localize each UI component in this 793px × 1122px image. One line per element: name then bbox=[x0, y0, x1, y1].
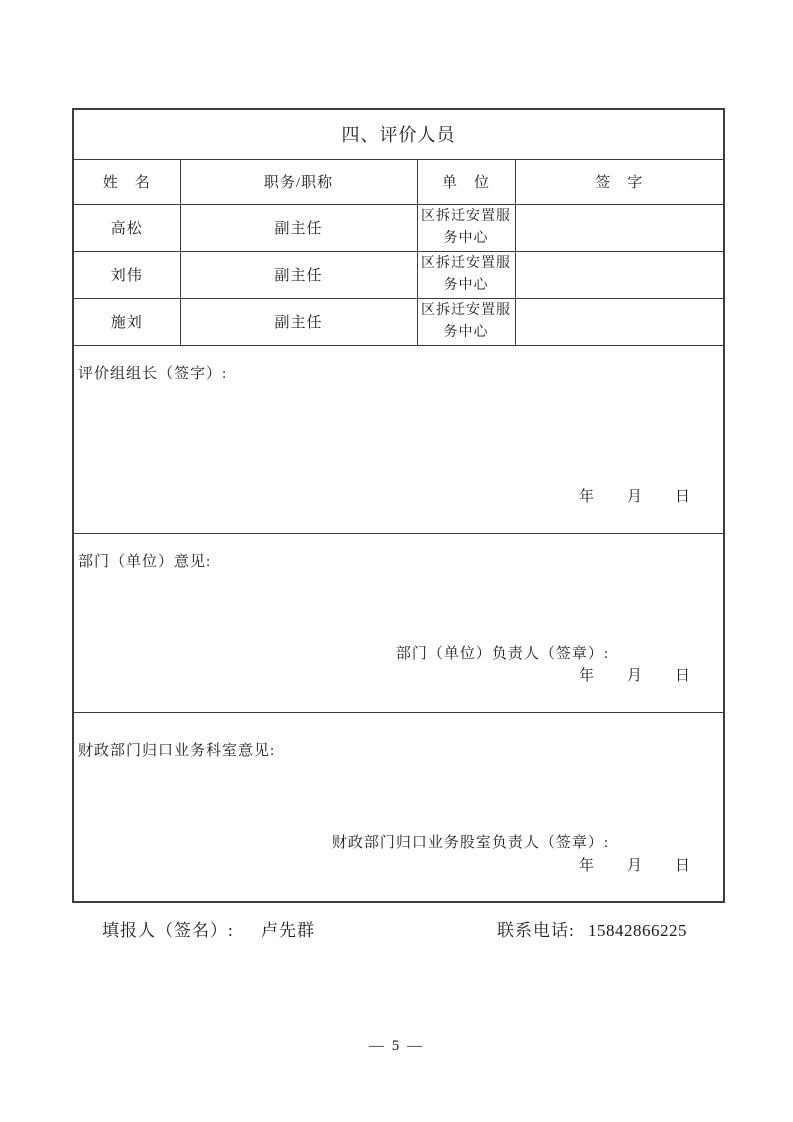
table-row bbox=[73, 204, 724, 251]
signature-cell bbox=[515, 298, 724, 345]
table-title: 四、评价人员 bbox=[73, 109, 724, 159]
date-line: 年 月 日 bbox=[578, 489, 691, 505]
column-header-signature: 签 字 bbox=[515, 159, 724, 204]
signature-cell bbox=[515, 251, 724, 298]
signature-cell bbox=[515, 204, 724, 251]
signer-label: 财政部门归口业务股室负责人（签章）: bbox=[331, 835, 609, 851]
unit-cell: 区拆迁安置服务中心 bbox=[417, 298, 515, 345]
name-cell: 施刘 bbox=[73, 298, 180, 345]
column-header-position: 职务/职称 bbox=[180, 159, 417, 204]
unit-cell: 区拆迁安置服务中心 bbox=[417, 204, 515, 251]
signer-label: 部门（单位）负责人（签章）: bbox=[395, 645, 609, 662]
phone-block bbox=[497, 916, 687, 941]
table-row bbox=[73, 251, 724, 298]
filler-block bbox=[102, 916, 315, 941]
filler-label: 填报人（签名）: bbox=[102, 921, 234, 940]
page-number: — 5 — bbox=[369, 1038, 424, 1054]
name-cell: 刘伟 bbox=[73, 251, 180, 298]
position-cell: 副主任 bbox=[180, 298, 417, 345]
name-cell: 高松 bbox=[73, 204, 180, 251]
section-label: 评价组组长（签字）: bbox=[78, 365, 228, 382]
section-label: 财政部门归口业务科室意见: bbox=[78, 742, 276, 759]
position-cell: 副主任 bbox=[180, 204, 417, 251]
section-sign-block bbox=[78, 643, 723, 688]
section-label: 部门（单位）意见: bbox=[78, 553, 212, 570]
column-header-unit: 单 位 bbox=[417, 159, 515, 204]
table-header-row bbox=[73, 159, 724, 204]
filler-name: 卢先群 bbox=[260, 921, 315, 940]
date-line: 年 月 日 bbox=[578, 668, 691, 684]
unit-cell: 区拆迁安置服务中心 bbox=[417, 251, 515, 298]
section-sign-block bbox=[78, 832, 723, 877]
column-header-name: 姓 名 bbox=[73, 159, 180, 204]
phone-label: 联系电话: bbox=[497, 921, 575, 940]
section-evaluation-group-leader bbox=[73, 345, 724, 533]
section-department-opinion bbox=[73, 533, 724, 712]
evaluation-personnel-table bbox=[72, 108, 725, 903]
section-finance-department-opinion bbox=[73, 712, 724, 902]
section-sign-block bbox=[78, 486, 723, 509]
position-cell: 副主任 bbox=[180, 251, 417, 298]
phone-number: 15842866225 bbox=[587, 921, 687, 940]
date-line: 年 月 日 bbox=[578, 857, 691, 874]
table-row bbox=[73, 298, 724, 345]
